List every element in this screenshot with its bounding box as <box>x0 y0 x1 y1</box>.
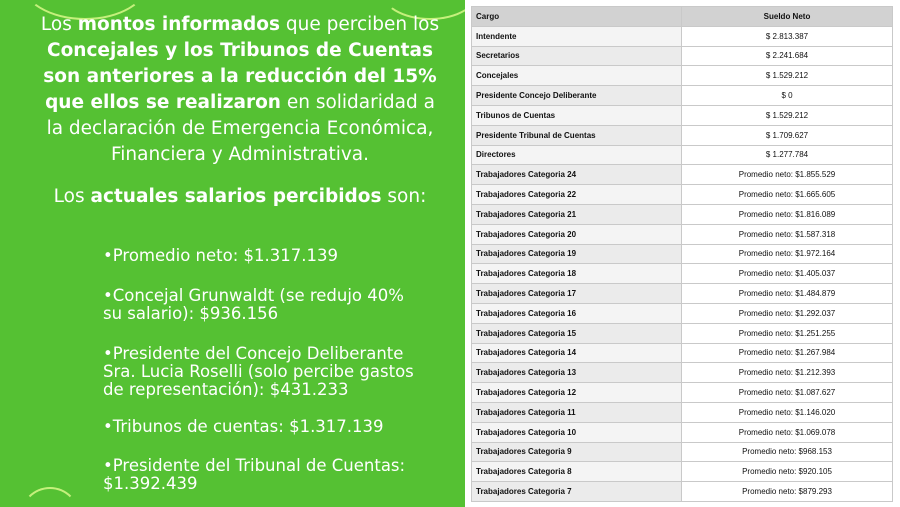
bullet-item: •Concejal Grunwaldt (se redujo 40% su salario): $936.156 <box>103 286 404 323</box>
intro-text: Los <box>40 14 78 35</box>
cargo-cell: Trabajadores Categoria 12 <box>472 383 682 403</box>
table-row <box>472 26 893 46</box>
table-row <box>472 422 893 442</box>
cargo-cell: Trabajadores Categoria 20 <box>472 224 682 244</box>
decorative-arc <box>20 487 80 507</box>
table-row <box>472 284 893 304</box>
sueldo-cell: $ 1.529.212 <box>682 105 893 125</box>
cargo-cell: Trabajadores Categoria 21 <box>472 204 682 224</box>
cargo-cell: Trabajadores Categoria 17 <box>472 284 682 304</box>
sueldo-cell: $ 1.277.784 <box>682 145 893 165</box>
table-row <box>472 86 893 106</box>
subheading-text: Los <box>53 186 91 207</box>
table-row <box>472 442 893 462</box>
bullet-item: •Presidente del Tribunal de Cuentas: $1.392.439 <box>103 456 406 493</box>
cargo-cell: Trabajadores Categoria 14 <box>472 343 682 363</box>
sueldo-cell: $ 0 <box>682 86 893 106</box>
sueldo-cell: Promedio neto: $1.087.627 <box>682 383 893 403</box>
sueldo-cell: $ 2.241.684 <box>682 46 893 66</box>
cargo-cell: Intendente <box>472 26 682 46</box>
bullet-item: •Presidente del Concejo Deliberante Sra. Lucia Roselli (solo percibe gastos de representación): $431.233 <box>103 344 414 399</box>
subheading-text: son: <box>381 186 427 207</box>
table-header-row <box>472 7 893 27</box>
cargo-cell: Trabajadores Categoria 11 <box>472 402 682 422</box>
salary-table-container <box>471 6 893 502</box>
salaries-subheading <box>40 184 440 210</box>
sueldo-cell: Promedio neto: $968.153 <box>682 442 893 462</box>
sueldo-cell: Promedio neto: $1.267.984 <box>682 343 893 363</box>
salary-table <box>471 6 893 502</box>
sueldo-cell: Promedio neto: $1.665.605 <box>682 185 893 205</box>
table-row <box>472 224 893 244</box>
table-row <box>472 323 893 343</box>
table-row <box>472 145 893 165</box>
table-row <box>472 125 893 145</box>
table-row <box>472 264 893 284</box>
sueldo-cell: $ 1.529.212 <box>682 66 893 86</box>
cargo-cell: Secretarios <box>472 46 682 66</box>
intro-bold-text: Concejales y los Tribunos de Cuentas son anteriores a la reducción del 15% que ellos se realizaron <box>43 40 437 113</box>
cargo-cell: Directores <box>472 145 682 165</box>
table-row <box>472 402 893 422</box>
table-row <box>472 185 893 205</box>
table-row <box>472 462 893 482</box>
table-row <box>472 105 893 125</box>
table-row <box>472 482 893 502</box>
cargo-cell: Trabajadores Categoria 15 <box>472 323 682 343</box>
cargo-cell: Trabajadores Categoria 9 <box>472 442 682 462</box>
table-row <box>472 383 893 403</box>
intro-bold-text: montos informados <box>77 14 281 35</box>
sueldo-cell: $ 1.709.627 <box>682 125 893 145</box>
cargo-cell: Trabajadores Categoria 7 <box>472 482 682 502</box>
intro-paragraph <box>40 12 440 168</box>
bullet-item: •Promedio neto: $1.317.139 <box>103 246 338 265</box>
cargo-cell: Trabajadores Categoria 19 <box>472 244 682 264</box>
sueldo-cell: Promedio neto: $1.405.037 <box>682 264 893 284</box>
table-row <box>472 204 893 224</box>
cargo-cell: Trabajadores Categoria 18 <box>472 264 682 284</box>
sueldo-cell: Promedio neto: $1.972.164 <box>682 244 893 264</box>
table-row <box>472 46 893 66</box>
sueldo-cell: $ 2.813.387 <box>682 26 893 46</box>
cargo-cell: Presidente Concejo Deliberante <box>472 86 682 106</box>
cargo-cell: Trabajadores Categoria 16 <box>472 303 682 323</box>
sueldo-cell: Promedio neto: $1.146.020 <box>682 402 893 422</box>
table-row <box>472 363 893 383</box>
table-row <box>472 165 893 185</box>
cargo-cell: Trabajadores Categoria 10 <box>472 422 682 442</box>
cargo-cell: Concejales <box>472 66 682 86</box>
table-row <box>472 343 893 363</box>
bullet-item: •Tribunos de cuentas: $1.317.139 <box>103 417 384 436</box>
sueldo-cell: Promedio neto: $1.587.318 <box>682 224 893 244</box>
table-row <box>472 303 893 323</box>
cargo-cell: Trabajadores Categoria 8 <box>472 462 682 482</box>
sueldo-cell: Promedio neto: $879.293 <box>682 482 893 502</box>
table-row <box>472 66 893 86</box>
subheading-bold-text: actuales salarios percibidos <box>90 186 382 207</box>
sueldo-cell: Promedio neto: $1.484.879 <box>682 284 893 304</box>
intro-text: en solidaridad a la declaración de Emergencia Económica, Financiera y Administrativa. <box>46 92 435 165</box>
cargo-cell: Trabajadores Categoria 13 <box>472 363 682 383</box>
sueldo-cell: Promedio neto: $920.105 <box>682 462 893 482</box>
intro-text: que perciben los <box>280 14 440 35</box>
cargo-cell: Trabajadores Categoria 24 <box>472 165 682 185</box>
sueldo-cell: Promedio neto: $1.251.255 <box>682 323 893 343</box>
cargo-cell: Trabajadores Categoria 22 <box>472 185 682 205</box>
column-header-cargo: Cargo <box>472 7 682 27</box>
sueldo-cell: Promedio neto: $1.069.078 <box>682 422 893 442</box>
cargo-cell: Tribunos de Cuentas <box>472 105 682 125</box>
sueldo-cell: Promedio neto: $1.855.529 <box>682 165 893 185</box>
column-header-sueldo: Sueldo Neto <box>682 7 893 27</box>
sueldo-cell: Promedio neto: $1.292.037 <box>682 303 893 323</box>
table-row <box>472 244 893 264</box>
cargo-cell: Presidente Tribunal de Cuentas <box>472 125 682 145</box>
sueldo-cell: Promedio neto: $1.212.393 <box>682 363 893 383</box>
sueldo-cell: Promedio neto: $1.816.089 <box>682 204 893 224</box>
